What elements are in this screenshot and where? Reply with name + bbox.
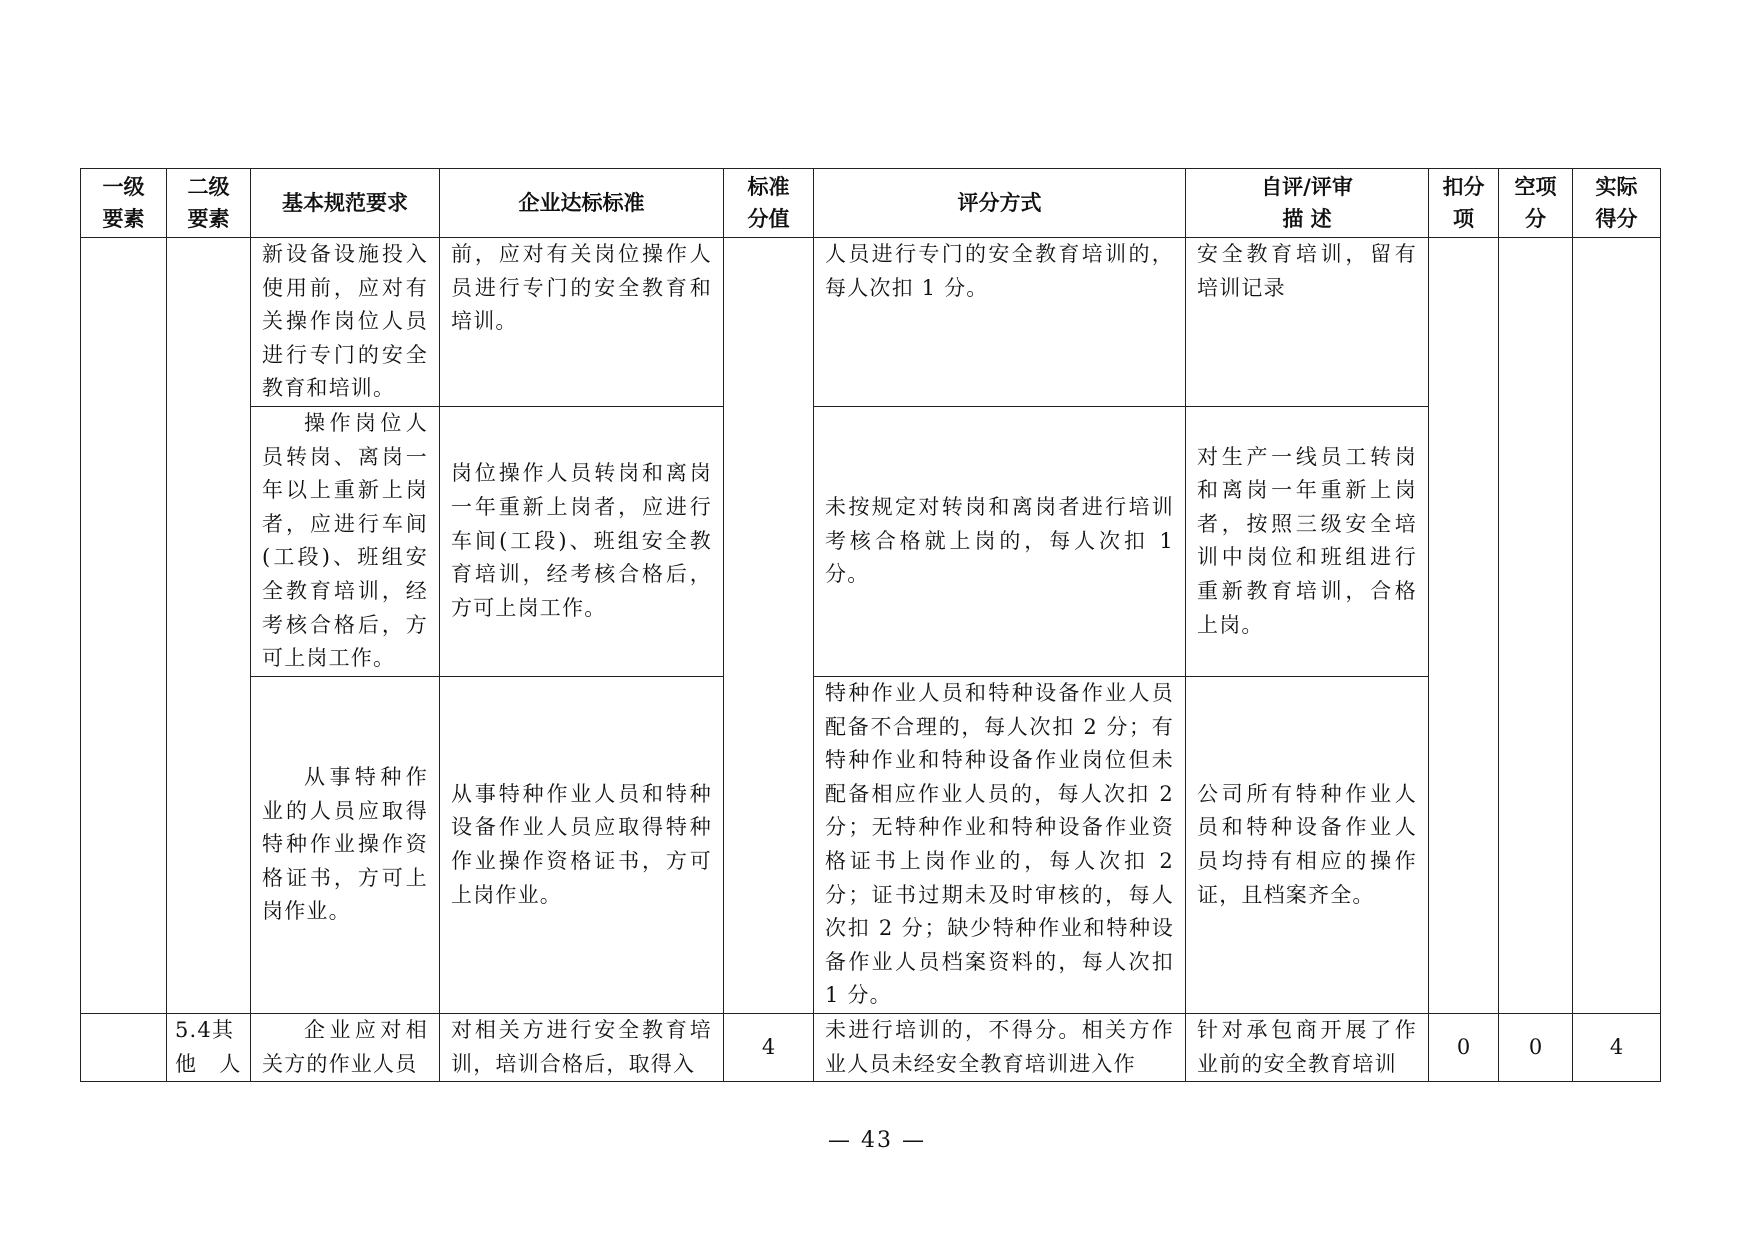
level2-text: 5.4其 他 人 [175,1017,242,1076]
enterprise-standard-cell [440,1013,724,1081]
standard-score-value: 4 [761,1034,776,1059]
header-level1: 一级 要素 [81,169,167,238]
empty-item-cell [1499,1013,1573,1081]
enterprise-standard-cell [440,676,724,1013]
self-review-cell [1186,238,1429,407]
page-number: — 43 — [828,1128,926,1153]
basic-requirement-cell [251,1013,440,1081]
actual-score-cell [1573,238,1661,1014]
self-review-text: 对生产一线员工转岗和离岗一年重新上岗者，按照三级安全培训中岗位和班组进行重新教育培训，合格上岗。 [1197,444,1417,637]
scoring-method-cell [814,676,1186,1013]
self-review-text: 安全教育培训，留有培训记录 [1197,242,1417,300]
scoring-method-text: 人员进行专门的安全教育培训的，每人次扣 1 分。 [825,242,1174,300]
header-basic-requirement: 基本规范要求 [251,169,440,238]
header-actual-score: 实际 得分 [1573,169,1661,238]
basic-requirement-cell [251,676,440,1013]
header-enterprise-standard: 企业达标标准 [440,169,724,238]
table-row [81,406,1661,676]
deduction-cell [1429,238,1499,1014]
basic-requirement-text: 新设备设施投入使用前，应对有关操作岗位人员进行专门的安全教育和培训。 [262,242,428,401]
enterprise-standard-text: 从事特种作业人员和特种设备作业人员应取得特种作业操作资格证书，方可上岗作业。 [451,781,712,907]
deduction-cell [1429,1013,1499,1081]
level1-cell [81,1013,167,1081]
header-deduction: 扣分 项 [1429,169,1499,238]
level1-cell [81,238,167,1014]
level2-cell [167,238,251,1014]
scoring-method-cell [814,238,1186,407]
basic-requirement-cell [251,406,440,676]
header-empty-item: 空项 分 [1499,169,1573,238]
self-review-cell [1186,1013,1429,1081]
standard-score-cell [724,1013,814,1081]
header-standard-score: 标准 分值 [724,169,814,238]
scoring-method-cell [814,1013,1186,1081]
basic-requirement-text: 企业应对相关方的作业人员 [262,1017,428,1076]
self-review-cell [1186,406,1429,676]
enterprise-standard-text: 岗位操作人员转岗和离岗一年重新上岗者，应进行车间(工段)、班组安全教育培训，经考核合格后，方可上岗工作。 [451,461,712,620]
enterprise-standard-text: 对相关方进行安全教育培训，培训合格后，取得入 [451,1017,712,1076]
basic-requirement-cell [251,238,440,407]
table-row [81,676,1661,1013]
actual-score-value: 4 [1609,1034,1624,1059]
self-review-cell [1186,676,1429,1013]
basic-requirement-text: 从事特种作业的人员应取得特种作业操作资格证书，方可上岗作业。 [262,764,428,924]
actual-score-cell [1573,1013,1661,1081]
self-review-text: 公司所有特种作业人员和特种设备作业人员均持有相应的操作证，且档案齐全。 [1197,781,1417,907]
scoring-method-text: 特种作业人员和特种设备作业人员配备不合理的，每人次扣 2 分；有特种作业和特种设备作业岗位但未配备相应作业人员的，每人次扣 2 分；无特种作业和特种设备作业资格证书上岗作业的，每人次扣 2 分；证书过期未及时审核的，每人次扣 2 分；缺少特种作业和特种设备作业人员档案资料的，每人次扣 1 分。 [825,680,1174,1008]
enterprise-standard-cell [440,238,724,407]
standard-score-cell [724,238,814,1014]
level2-cell [167,1013,251,1081]
header-level2: 二级 要素 [167,169,251,238]
deduction-value: 0 [1456,1034,1471,1059]
scoring-method-text: 未按规定对转岗和离岗者进行培训考核合格就上岗的，每人次扣 1 分。 [825,495,1174,587]
empty-item-value: 0 [1528,1034,1543,1059]
table-row [81,238,1661,407]
self-review-text: 针对承包商开展了作业前的安全教育培训 [1197,1017,1417,1076]
table-row [81,1013,1661,1081]
empty-item-cell [1499,238,1573,1014]
scoring-method-cell [814,406,1186,676]
header-self-review: 自评/评审 描 述 [1186,169,1429,238]
header-scoring-method: 评分方式 [814,169,1186,238]
evaluation-table [80,168,1661,1082]
table-header-row [81,169,1661,238]
basic-requirement-text: 操作岗位人员转岗、离岗一年以上重新上岗者，应进行车间(工段)、班组安全教育培训，经考核合格后，方可上岗工作。 [262,410,428,671]
scoring-method-text: 未进行培训的，不得分。相关方作业人员未经安全教育培训进入作 [825,1017,1174,1076]
enterprise-standard-cell [440,406,724,676]
enterprise-standard-text: 前，应对有关岗位操作人员进行专门的安全教育和培训。 [451,242,712,334]
